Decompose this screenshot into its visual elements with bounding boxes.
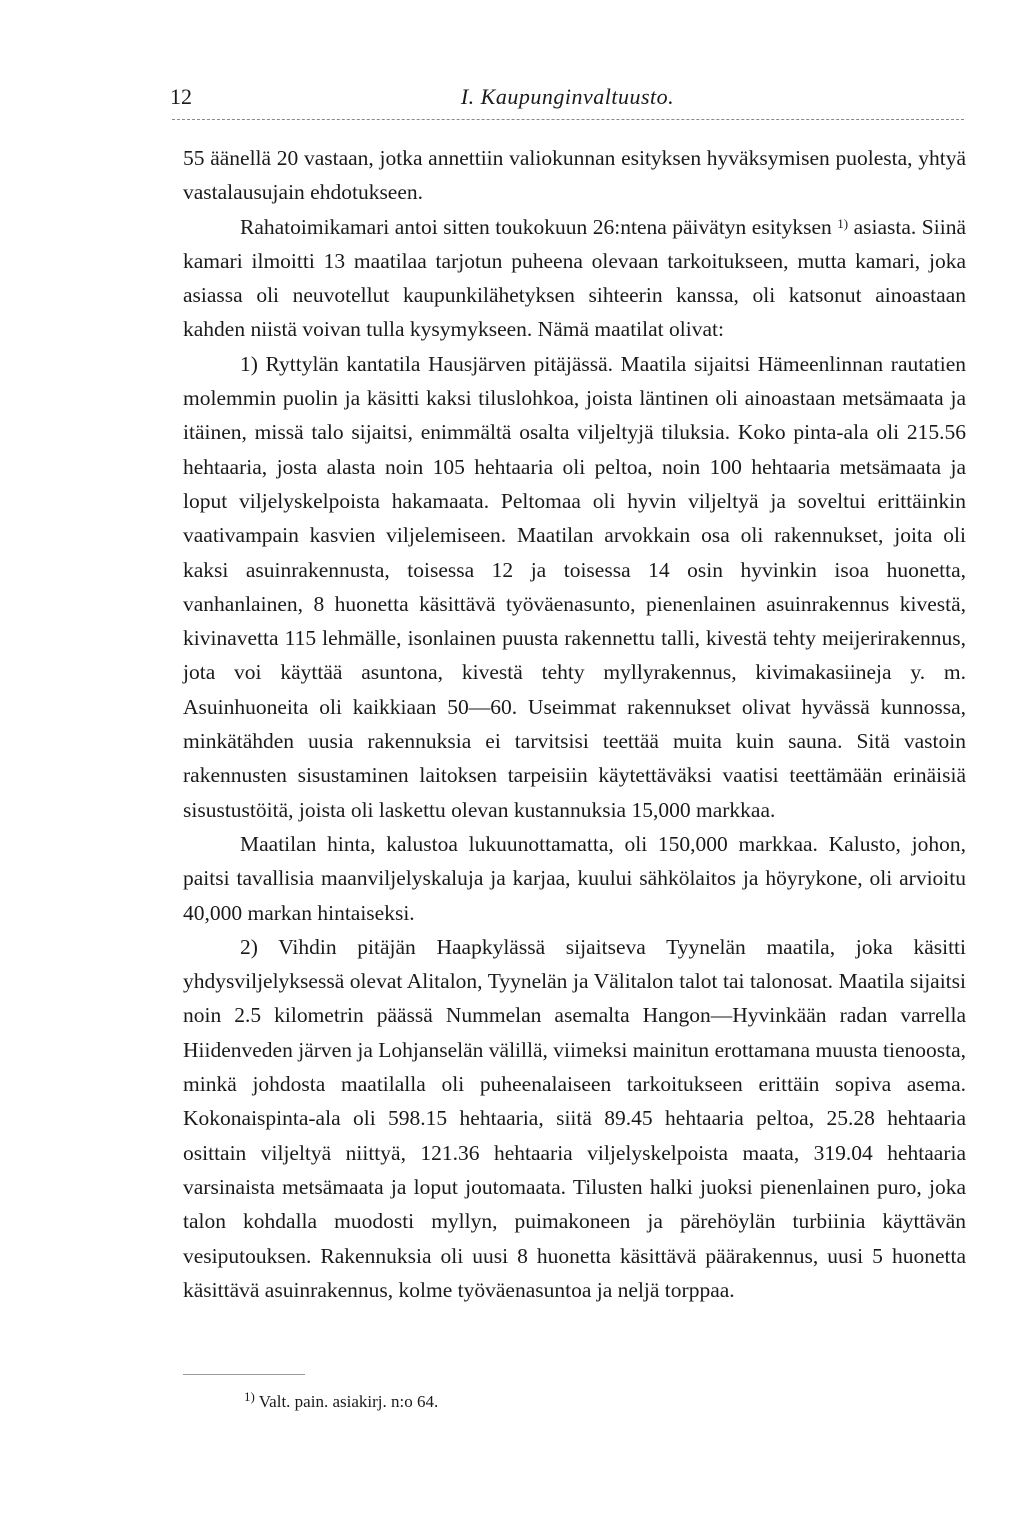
footnote-reference: 1) [837, 215, 849, 231]
header-rule [172, 119, 964, 120]
running-title: I. Kaupunginvaltuusto. [460, 84, 675, 109]
page-header [170, 84, 965, 114]
body-text [183, 141, 966, 1307]
footnote-marker: 1) [244, 1389, 255, 1404]
paragraph-1: 55 äänellä 20 vastaan, jotka annettiin valiokunnan esityksen hyväksymisen puolesta, yhtyä vastalausujain ehdotukseen. [183, 146, 966, 205]
page-number: 12 [170, 84, 192, 109]
footnote-text: Valt. pain. asiakirj. n:o 64. [254, 1392, 439, 1411]
paragraph-3: 1) Ryttylän kantatila Hausjärven pitäjässä. Maatila sijaitsi Hämeenlinnan rautatien molemmin puolin ja käsitti kaksi tiluslohkoa, joista läntinen oli ainoastaan metsämaata ja itäinen, missä talo sijaitsi, enimmältä osalta viljeltyjä tiluksia. Koko pinta-ala oli 215.56 hehtaaria, josta alasta noin 105 hehtaaria oli peltoa, noin 100 hehtaaria metsämaata ja loput viljelyskelpoista hakamaata. Peltomaa oli hyvin viljeltyä ja soveltui erittäinkin vaativampain kasvien viljelemiseen. Maatilan arvokkain osa oli rakennukset, joita oli kaksi asuinrakennusta, toisessa 12 ja toisessa 14 osin hyvinkin isoa huonetta, vanhanlainen, 8 huonetta käsittävä työväenasunto, pienenlainen asuinrakennus kivestä, kivinavetta 115 lehmälle, isonlainen puusta rakennettu talli, kivestä tehty meijerirakennus, jota voi käyttää asuntona, kivestä tehty myllyrakennus, kivimakasiineja y. m. Asuinhuoneita oli kaikkiaan 50—60. Useimmat rakennukset olivat hyvässä kunnossa, minkätähden uusia rakennuksia ei tarvitsisi teettää muita kuin sauna. Sitä vastoin rakennusten sisustaminen laitoksen tarpeisiin käytettäväksi vaatisi teettämään erinäisiä sisustustöitä, joista oli laskettu olevan kustannuksia 15,000 markkaa. [183, 351, 966, 822]
paragraph-4: Maatilan hinta, kalustoa lukuunottamatta, oli 150,000 markkaa. Kalusto, johon, paitsi tavallisia maanviljelyskaluja ja karjaa, kuului sähkölaitos ja höyrykone, oli arvioitu 40,000 markan hintaiseksi. [183, 831, 966, 925]
footnote [244, 1389, 439, 1412]
paragraph-5: 2) Vihdin pitäjän Haapkylässä sijaitseva Tyynelän maatila, joka käsitti yhdysviljelyksessä olevat Alitalon, Tyynelän ja Välitalon talot tai talonosat. Maatila sijaitsi noin 2.5 kilometrin päässä Nummelan asemalta Hangon—Hyvinkään radan varrella Hiidenveden järven ja Lohjanselän välillä, viimeksi mainitun erottamana muusta tienoosta, minkä johdosta maatilalla oli puheenalaiseen tarkoitukseen erittäin sopiva asema. Kokonaispinta-ala oli 598.15 hehtaaria, siitä 89.45 hehtaaria peltoa, 25.28 hehtaaria osittain viljeltyä niittyä, 121.36 hehtaaria viljelyskelpoista maata, 319.04 hehtaaria varsinaista metsämaata ja loput joutomaata. Tilusten halki juoksi pienenlainen puro, joka talon kohdalla muodosti myllyn, puimakoneen ja pärehöylän turbiinia käyttävän vesiputouksen. Rakennuksia oli uusi 8 huonetta käsittävä päärakennus, uusi 5 huonetta käsittävä asuinrakennus, kolme työväenasuntoa ja neljä torppaa. [183, 934, 966, 1302]
footnote-rule [183, 1374, 305, 1375]
paragraph-2: Rahatoimikamari antoi sitten toukokuun 26:ntena päivätyn esityksen $^{1)}$ asiasta. Siinä kamari ilmoitti 13 maatilaa tarjotun puheena olevaan tarkoitukseen, mutta kamari, joka asiassa oli neuvotellut kaupunkilähetyksen sihteerin kanssa, oli katsonut ainoastaan kahden niistä voivan tulla kysymykseen. Nämä maatilat olivat: [183, 214, 966, 342]
